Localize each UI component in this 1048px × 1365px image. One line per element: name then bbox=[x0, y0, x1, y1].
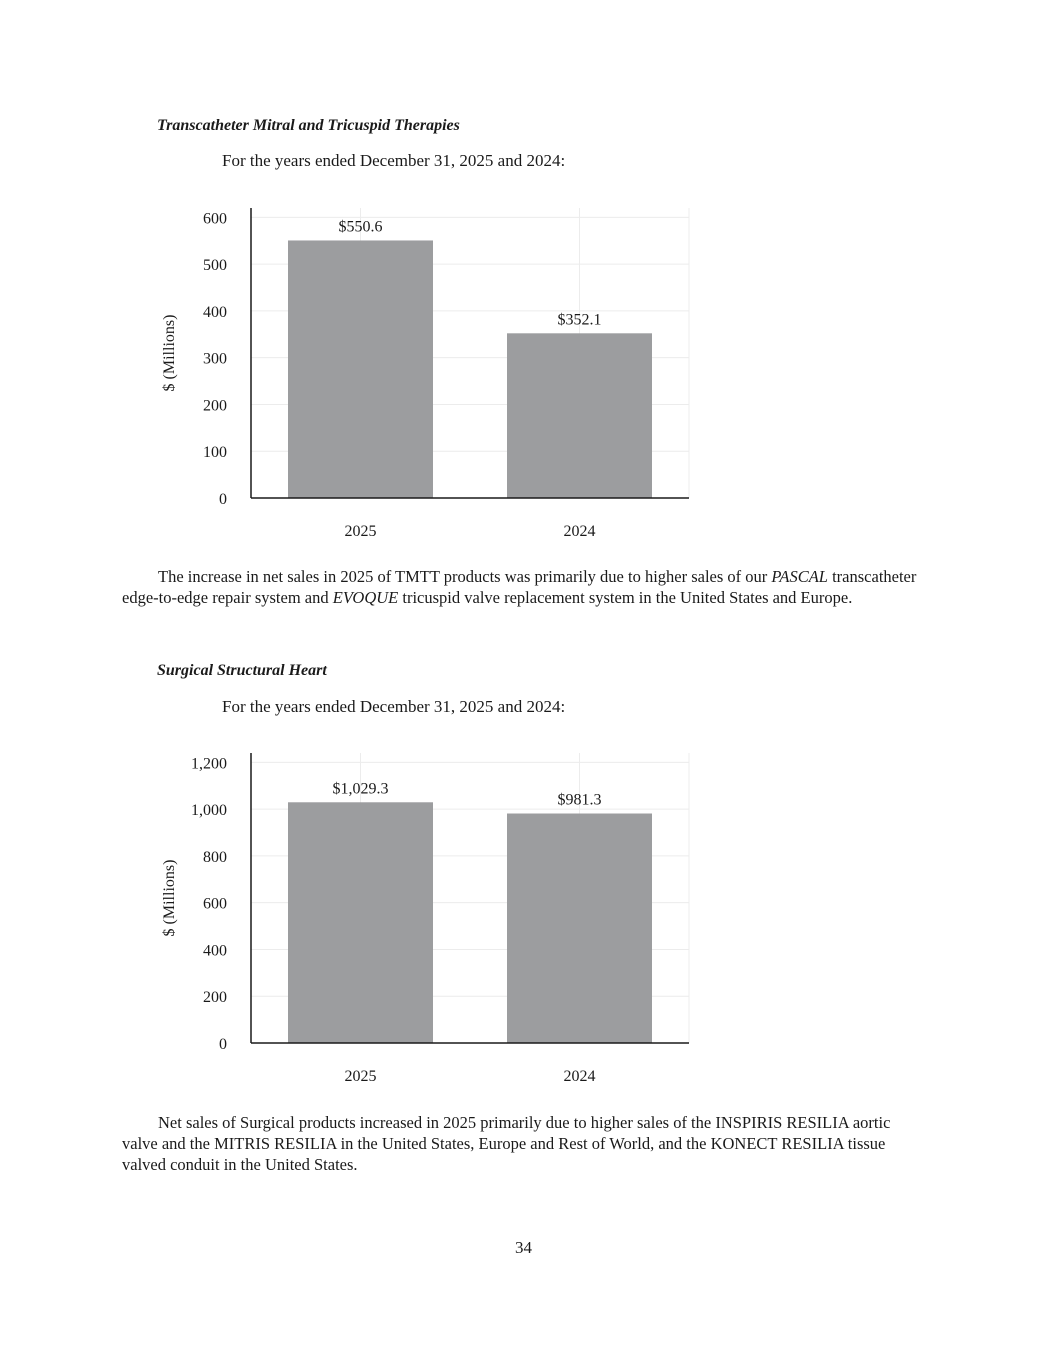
y-tick-label: 0 bbox=[219, 491, 227, 508]
x-tick-label-2025: 2025 bbox=[344, 523, 377, 540]
evoque-product-name: EVOQUE bbox=[332, 588, 399, 607]
section-subheading-tmtt: For the years ended December 31, 2025 and 2024: bbox=[222, 151, 566, 170]
y-tick-label: 400 bbox=[203, 942, 227, 960]
y-tick-label: 600 bbox=[203, 210, 227, 228]
data-label-2025: $550.6 bbox=[338, 218, 383, 236]
bar-2024 bbox=[507, 814, 652, 1043]
y-tick-label: 200 bbox=[203, 397, 227, 415]
surgical-bar-chart bbox=[150, 745, 700, 1095]
y-tick-label: 100 bbox=[203, 444, 227, 462]
data-label-2024: $352.1 bbox=[557, 311, 602, 329]
y-tick-label: 800 bbox=[203, 848, 227, 866]
bar-2025 bbox=[288, 802, 433, 1043]
y-tick-label: 300 bbox=[203, 350, 227, 368]
section-heading-surgical: Surgical Structural Heart bbox=[157, 662, 327, 679]
tmtt-paragraph: The increase in net sales in 2025 of TMTT products was primarily due to higher sales of our PASCAL transcatheter edge-to-edge repair system and EVOQUE tricuspid valve replacement system in the United States and Europe. bbox=[122, 567, 917, 607]
tmtt-bar-chart bbox=[150, 200, 700, 550]
y-tick-label: 200 bbox=[203, 989, 227, 1007]
y-tick-label: 600 bbox=[203, 895, 227, 913]
y-tick-label: 0 bbox=[219, 1036, 227, 1053]
y-tick-label: 500 bbox=[203, 257, 227, 275]
y-axis-label: $ (Millions) bbox=[161, 859, 178, 937]
y-tick-label: 400 bbox=[203, 303, 227, 321]
y-tick-label: 1,000 bbox=[191, 802, 227, 820]
x-tick-label-2024: 2024 bbox=[563, 523, 596, 540]
bar-2025 bbox=[288, 240, 433, 498]
data-label-2024: $981.3 bbox=[557, 791, 602, 809]
x-tick-label-2024: 2024 bbox=[563, 1068, 596, 1085]
page-number: 34 bbox=[515, 1238, 532, 1257]
y-axis-label: $ (Millions) bbox=[161, 314, 178, 392]
section-subheading-surgical: For the years ended December 31, 2025 and 2024: bbox=[222, 697, 566, 716]
bar-2024 bbox=[507, 333, 652, 498]
x-tick-label-2025: 2025 bbox=[344, 1068, 377, 1085]
section-heading-tmtt: Transcatheter Mitral and Tricuspid Therapies bbox=[157, 117, 460, 134]
y-tick-label: 1,200 bbox=[191, 755, 227, 773]
surgical-paragraph: Net sales of Surgical products increased in 2025 primarily due to higher sales of the INSPIRIS RESILIA aortic valve and the MITRIS RESILIA in the United States, Europe and Rest of World, and the KONECT RESILIA tissue valved conduit in the United States. bbox=[122, 1113, 891, 1174]
data-label-2025: $1,029.3 bbox=[332, 780, 389, 798]
pascal-product-name: PASCAL bbox=[771, 567, 828, 586]
